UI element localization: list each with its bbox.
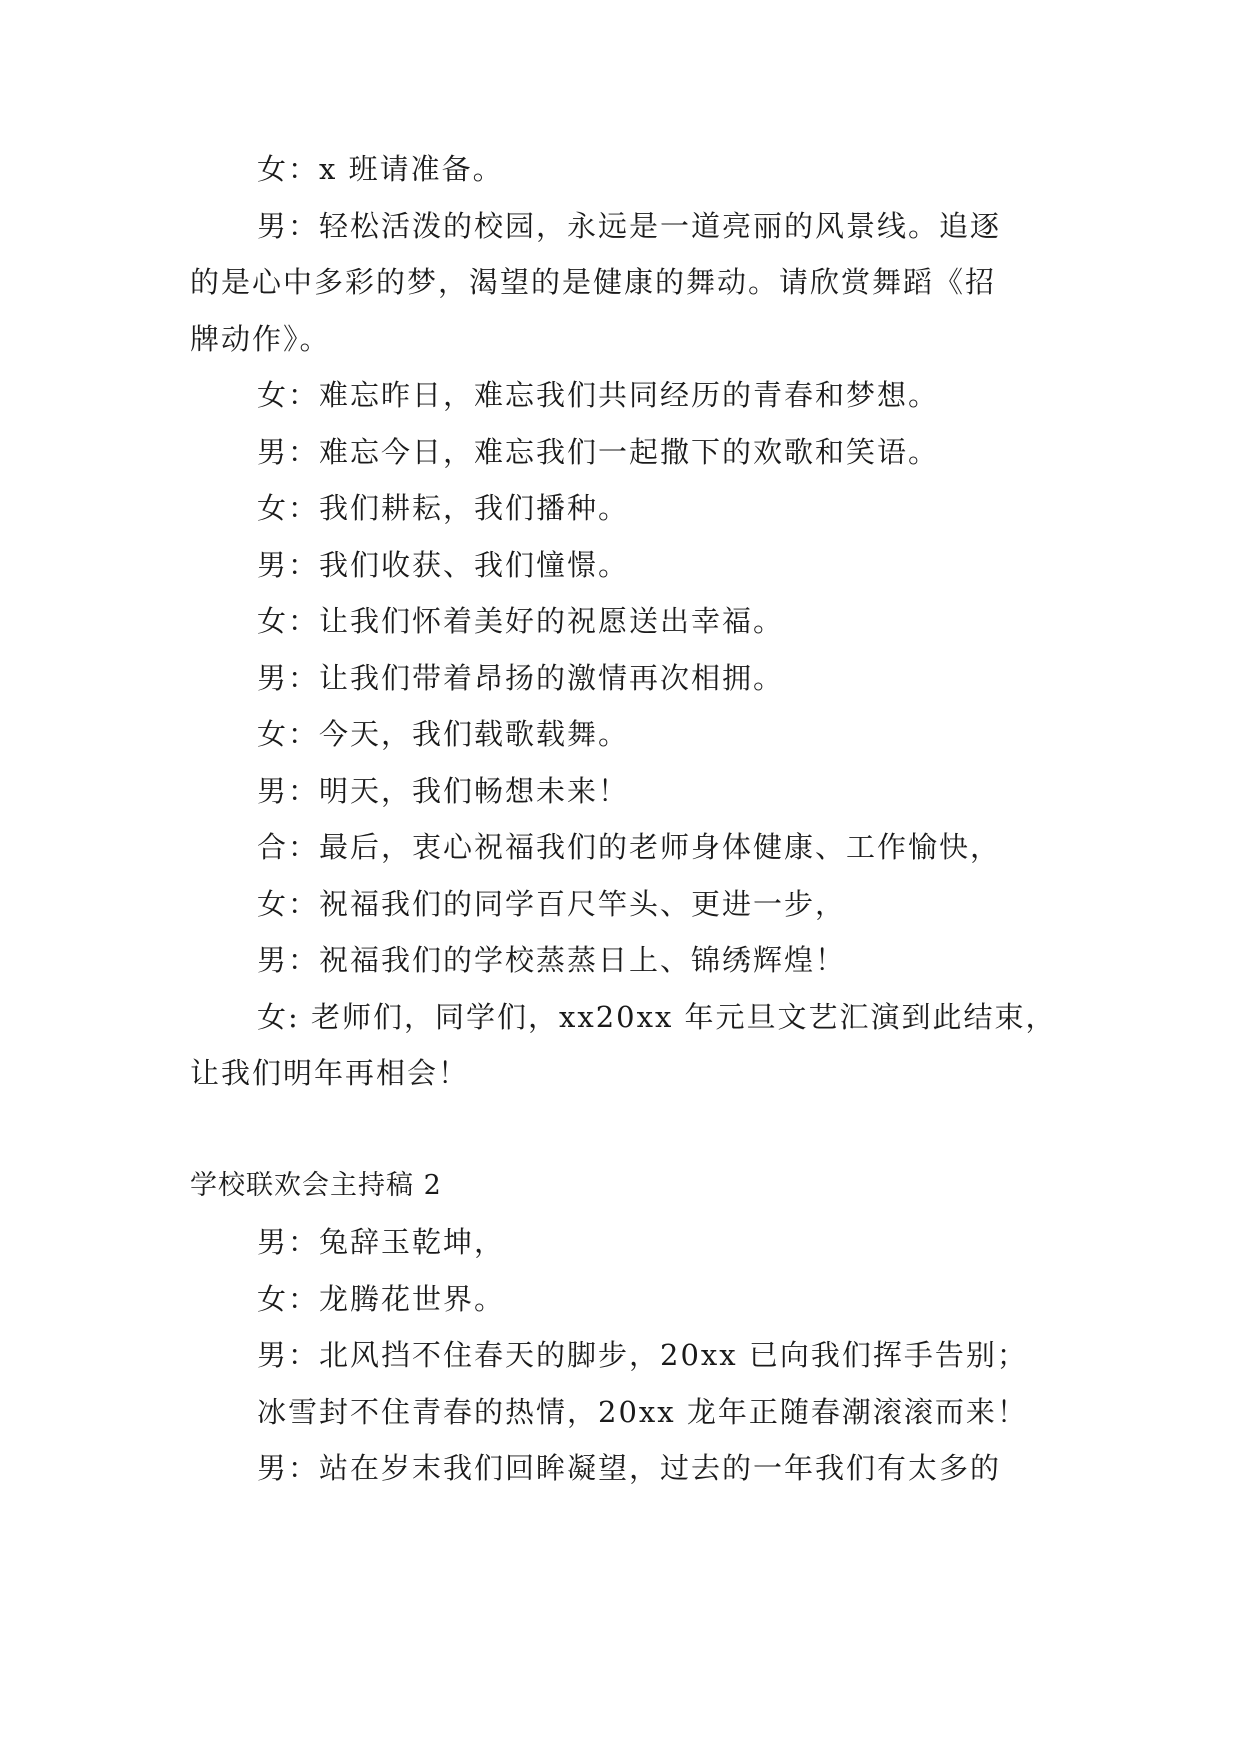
paragraph-line: 的是心中多彩的梦，渴望的是健康的舞动。请欣赏舞蹈《招	[190, 265, 997, 299]
paragraph-line: 女：今天，我们载歌载舞。	[257, 717, 630, 751]
paragraph-line: 男：兔辞玉乾坤，	[257, 1225, 506, 1259]
paragraph-line: 男：让我们带着昂扬的激情再次相拥。	[257, 661, 785, 695]
section-title: 学校联欢会主持稿 2	[190, 1170, 442, 1201]
paragraph-line: 让我们明年再相会！	[190, 1056, 470, 1090]
paragraph-line: 男：站在岁末我们回眸凝望，过去的一年我们有太多的	[257, 1451, 1002, 1485]
paragraph-line: 男：明天，我们畅想未来！	[257, 774, 630, 808]
paragraph-line: 男：轻松活泼的校园，永远是一道亮丽的风景线。追逐	[257, 209, 1002, 243]
paragraph-line: 牌动作》。	[190, 322, 331, 356]
paragraph-line: 合：最后，衷心祝福我们的老师身体健康、工作愉快，	[257, 830, 1002, 864]
paragraph-line: 冰雪封不住青春的热情，20xx 龙年正随春潮滚滚而来！	[257, 1395, 1028, 1429]
paragraph-line: 女：难忘昨日，难忘我们共同经历的青春和梦想。	[257, 378, 940, 412]
paragraph-line: 男：北风挡不住春天的脚步，20xx 已向我们挥手告别；	[257, 1338, 1028, 1372]
paragraph-line: 女：龙腾花世界。	[257, 1282, 506, 1316]
paragraph-line: 女：祝福我们的同学百尺竿头、更进一步，	[257, 887, 847, 921]
paragraph-line: 女：让我们怀着美好的祝愿送出幸福。	[257, 604, 785, 638]
paragraph-line: 男：难忘今日，难忘我们一起撒下的欢歌和笑语。	[257, 435, 940, 469]
paragraph-line: 女：x 班请准备。	[257, 152, 504, 186]
paragraph-line: 男：我们收获、我们憧憬。	[257, 548, 630, 582]
paragraph-line: 女: 老师们，同学们，xx20xx 年元旦文艺汇演到此结束，	[257, 1000, 1057, 1034]
paragraph-line: 男：祝福我们的学校蒸蒸日上、锦绣辉煌！	[257, 943, 847, 977]
paragraph-line: 女：我们耕耘，我们播种。	[257, 491, 630, 525]
